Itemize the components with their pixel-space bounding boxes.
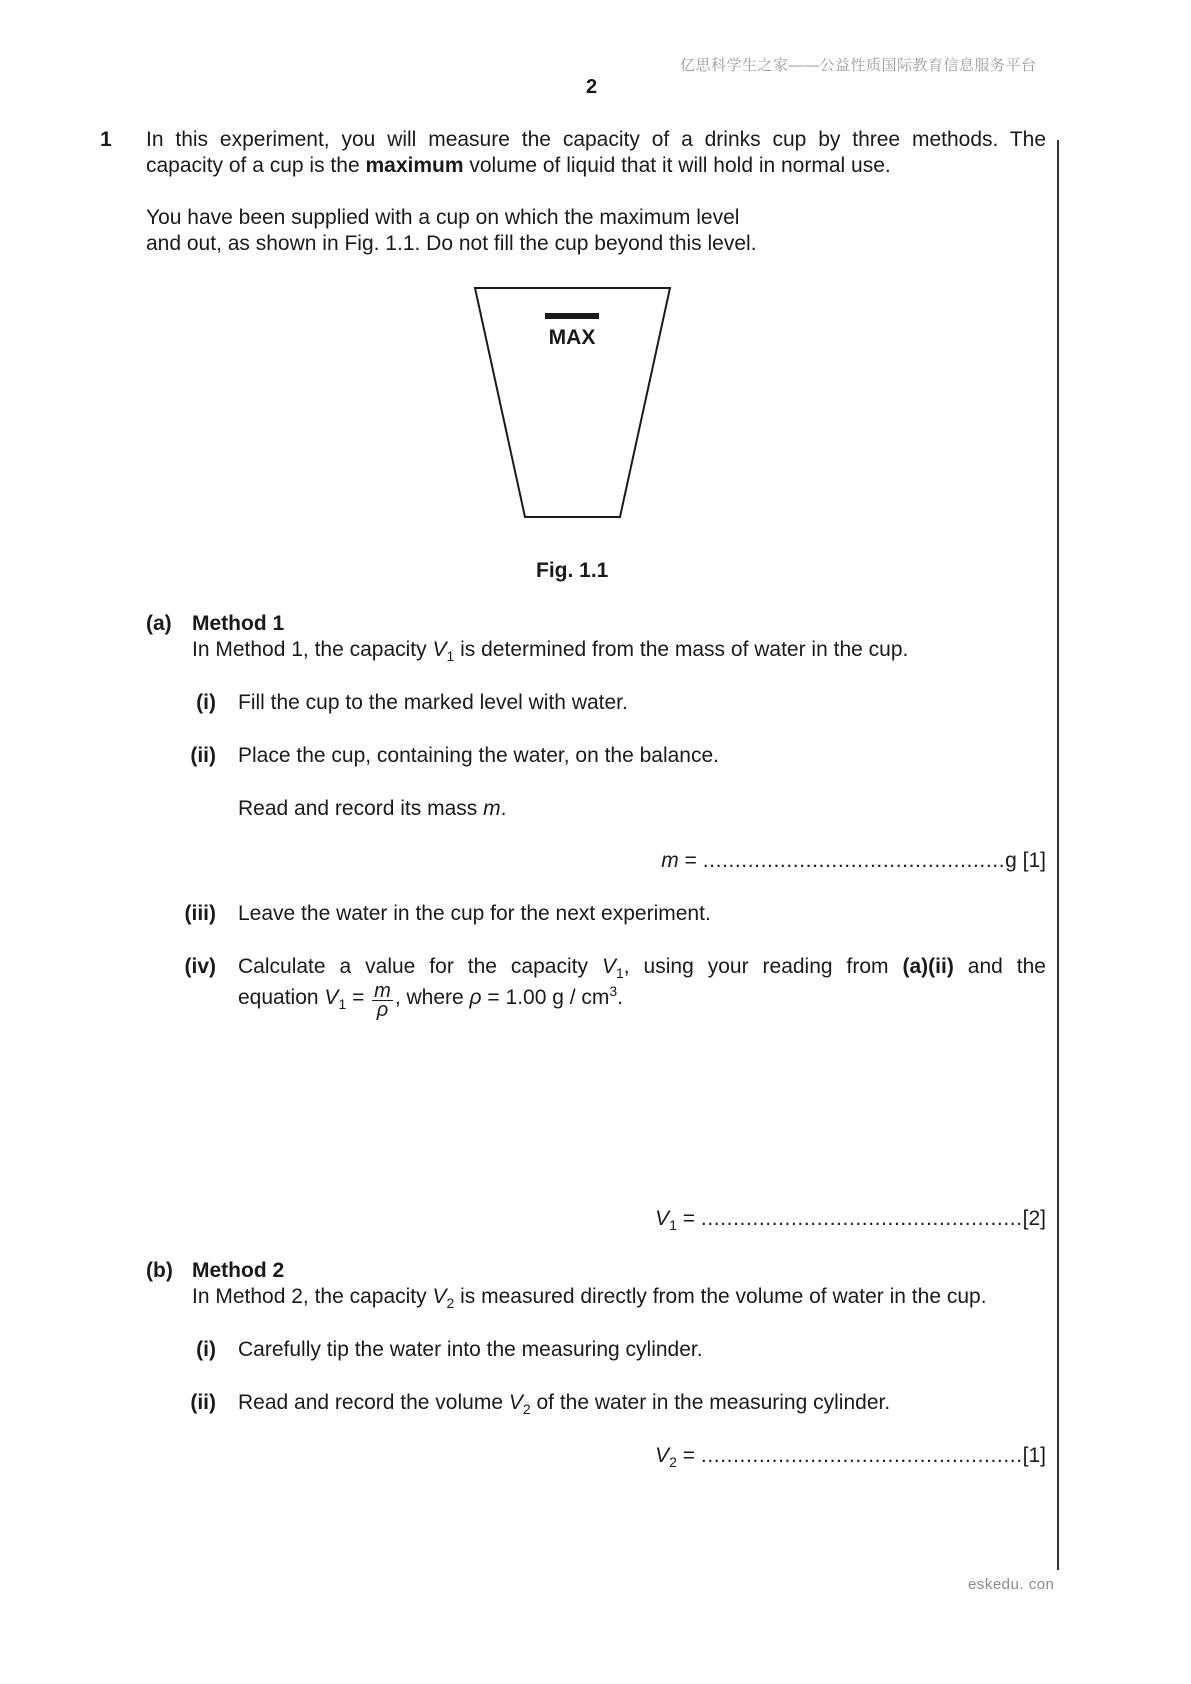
question-number: 1 bbox=[100, 128, 112, 151]
part-a-iii-label: (iii) bbox=[184, 902, 216, 925]
header-watermark: 亿思科学生之家——公益性质国际教育信息服务平台 bbox=[680, 57, 1037, 74]
part-b-title: Method 2 bbox=[192, 1259, 285, 1282]
supplied-line-1: You have been supplied with a cup on which the maximum level bbox=[146, 206, 740, 229]
part-a-iv-label: (iv) bbox=[184, 955, 216, 978]
part-a-description: In Method 1, the capacity $V_1$ is determined from the mass of water in the cup. bbox=[192, 638, 909, 664]
cup-diagram bbox=[470, 284, 675, 524]
v2-answer-line[interactable]: $V_2 = ..................................................[1]$ bbox=[655, 1444, 1046, 1470]
part-a-iv-line-1: Calculate a value for the capacity $V_1$, using your reading from (a)(ii) and the bbox=[238, 955, 1046, 981]
part-a-title: Method 1 bbox=[192, 612, 285, 635]
v1-answer-line[interactable]: $V_1 = ..................................................[2]$ bbox=[655, 1207, 1046, 1233]
cup-outline bbox=[475, 288, 670, 517]
page-number: 2 bbox=[586, 76, 598, 98]
part-a-ii-label: (ii) bbox=[190, 744, 216, 767]
margin-rule bbox=[1057, 140, 1059, 1570]
supplied-line-2: and out, as shown in Fig. 1.1. Do not fill the cup beyond this level. bbox=[146, 232, 757, 255]
max-label: MAX bbox=[548, 326, 596, 349]
footer-watermark: eskedu. con bbox=[968, 1576, 1055, 1593]
part-b-ii-label: (ii) bbox=[190, 1391, 216, 1414]
part-a-ii-text: Place the cup, containing the water, on the balance. bbox=[238, 744, 720, 767]
part-b-i-label: (i) bbox=[196, 1338, 216, 1361]
part-a-i-label: (i) bbox=[196, 691, 216, 714]
max-level-mark bbox=[545, 313, 599, 319]
part-b-label: (b) bbox=[146, 1259, 173, 1282]
part-a-i-text: Fill the cup to the marked level with water. bbox=[238, 691, 628, 714]
mass-answer-line[interactable]: m = ...............................................g [1] bbox=[661, 849, 1046, 872]
intro-line-2: capacity of a cup is the maximum volume of liquid that it will hold in normal use. bbox=[146, 154, 891, 177]
part-a-iv-line-2: equation $V_1$ = $\frac{m}{\rho}$ , where ρ = 1.00 g / $cm^3$. bbox=[238, 980, 624, 1021]
part-a-iii-text: Leave the water in the cup for the next experiment. bbox=[238, 902, 711, 925]
part-b-description: In Method 2, the capacity $V_2$ is measured directly from the volume of water in the cup. bbox=[192, 1285, 987, 1311]
part-a-ii-instruction: Read and record its mass m. bbox=[238, 797, 507, 820]
part-a-label: (a) bbox=[146, 612, 172, 635]
figure-caption: Fig. 1.1 bbox=[536, 559, 609, 582]
part-b-i-text: Carefully tip the water into the measuring cylinder. bbox=[238, 1338, 703, 1361]
part-b-ii-text: Read and record the volume $V_2$ of the water in the measuring cylinder. bbox=[238, 1391, 891, 1417]
intro-line-1: In this experiment, you will measure the capacity of a drinks cup by three methods. The bbox=[146, 128, 1046, 151]
mass-over-density-fraction: $\frac{m}{\rho}$ bbox=[374, 980, 391, 1021]
